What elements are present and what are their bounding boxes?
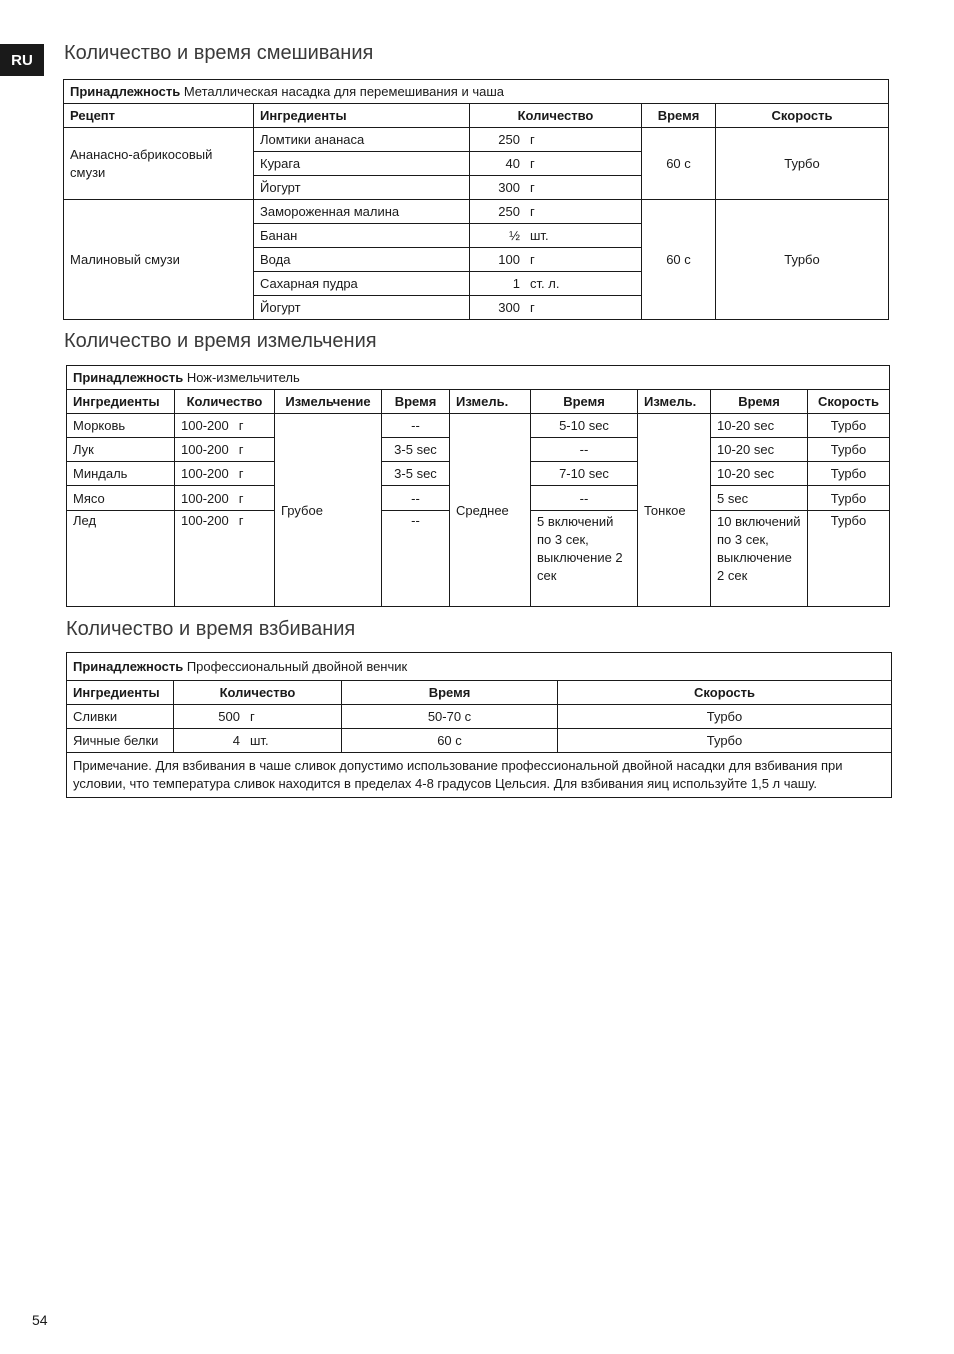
ingredient-cell: Лед [67,511,175,607]
medium-time-cell: 7-10 sec [531,462,638,486]
table-row [67,729,892,753]
speed-cell: Турбо [558,729,892,753]
chop-section-title: Количество и время измельчения [64,330,377,352]
quantity-cell [174,705,342,729]
coarse-time-cell: -- [382,486,450,511]
chop-accessory-label: Принадлежность [73,370,184,385]
chop-header-time: Время [711,390,808,414]
ingredient-cell: Банан [254,224,470,248]
quantity-cell [470,272,642,296]
quantity-unit: г [238,418,244,433]
fine-time-cell: 5 sec [711,486,808,511]
whip-header-time: Время [342,681,558,705]
mix-header-recipe: Рецепт [64,104,254,128]
whip-accessory-value: Профессиональный двойной венчик [186,659,408,674]
quantity-cell [470,296,642,320]
quantity-value: 4 [232,733,240,748]
whip-section-title: Количество и время взбивания [66,618,356,640]
speed-cell: Турбо [808,486,890,511]
page-number: 54 [32,1312,48,1328]
whip-header-quantity: Количество [174,681,342,705]
quantity-cell [470,176,642,200]
ingredient-cell: Вода [254,248,470,272]
coarse-time-cell: 3-5 sec [382,462,450,486]
mix-accessory [64,80,889,104]
quantity-cell [470,152,642,176]
quantity-unit: г [530,252,535,267]
quantity-value: 100-200 [181,513,229,528]
ingredient-cell: Сливки [67,705,174,729]
medium-time-cell: -- [531,486,638,511]
table-row [67,414,890,438]
quantity-unit: г [238,442,244,457]
recipe-name: Ананасно-абрикосовый смузи [64,128,254,200]
quantity-cell [175,486,275,511]
fine-time-cell: 10-20 sec [711,438,808,462]
speed-cell: Турбо [808,414,890,438]
time-cell: 60 с [642,128,716,200]
quantity-cell [175,511,275,607]
quantity-value: 100-200 [181,442,229,457]
whip-table [66,652,892,798]
ingredient-cell: Миндаль [67,462,175,486]
whip-accessory [67,653,892,681]
time-cell: 60 с [342,729,558,753]
speed-cell: Турбо [808,511,890,607]
medium-time-cell: 5 включений по 3 сек, выключение 2 сек [531,511,638,607]
quantity-cell [470,128,642,152]
chop-table [66,365,890,607]
coarse-time-cell: 3-5 sec [382,438,450,462]
mix-table [63,79,889,320]
quantity-unit: г [530,180,535,195]
medium-level-cell: Среднее [450,414,531,607]
fine-level-cell: Тонкое [638,414,711,607]
quantity-value: 40 [505,156,520,171]
quantity-value: 100-200 [181,418,229,433]
chop-accessory [67,366,890,390]
quantity-cell [174,729,342,753]
ingredient-cell: Йогурт [254,176,470,200]
chop-header-chop-level: Измель. [638,390,711,414]
mix-header-ingredients: Ингредиенты [254,104,470,128]
ingredient-cell: Морковь [67,414,175,438]
quantity-value: 1 [512,276,520,291]
recipe-name: Малиновый смузи [64,200,254,320]
speed-cell: Турбо [716,128,889,200]
quantity-cell [470,224,642,248]
medium-time-cell: 5-10 sec [531,414,638,438]
mix-accessory-value: Металлическая насадка для перемешивания и чаша [183,84,504,99]
whip-accessory-label: Принадлежность [73,659,184,674]
mix-header-speed: Скорость [716,104,889,128]
quantity-unit: шт. [530,228,549,243]
mix-section-title: Количество и время смешивания [64,42,374,64]
ingredient-cell: Курага [254,152,470,176]
table-row [64,200,889,224]
speed-cell: Турбо [808,438,890,462]
table-row [67,705,892,729]
table-row [64,128,889,152]
quantity-unit: г [238,513,244,528]
fine-time-cell: 10 включений по 3 сек, выключение 2 сек [711,511,808,607]
quantity-unit: г [530,300,535,315]
ingredient-cell: Мясо [67,486,175,511]
quantity-unit: г [530,204,535,219]
quantity-unit: г [250,709,255,724]
quantity-value: 250 [498,204,520,219]
chop-header-time: Время [382,390,450,414]
whip-note: Примечание. Для взбивания в чаше сливок допустимо использование профессиональной двойной насадки для взбивания при условии, что температура сливок находится в пределах 4-8 градусов Цельсия. Для взбивания яиц используйте 1,5 л чашу. [67,753,892,798]
mix-header-quantity: Количество [470,104,642,128]
time-cell: 60 с [642,200,716,320]
quantity-cell [175,438,275,462]
chop-accessory-value: Нож-измельчитель [186,370,300,385]
chop-header-time: Время [531,390,638,414]
fine-time-cell: 10-20 sec [711,414,808,438]
time-cell: 50-70 с [342,705,558,729]
ingredient-cell: Лук [67,438,175,462]
ingredient-cell: Ломтики ананаса [254,128,470,152]
ingredient-cell: Яичные белки [67,729,174,753]
quantity-value: 100-200 [181,490,229,506]
whip-header-ingredients: Ингредиенты [67,681,174,705]
ingredient-cell: Сахарная пудра [254,272,470,296]
ingredient-cell: Йогурт [254,296,470,320]
chop-header-ingredients: Ингредиенты [67,390,175,414]
quantity-value: 250 [498,132,520,147]
quantity-unit: г [530,132,535,147]
chop-header-chop-level: Измель. [450,390,531,414]
quantity-unit: г [238,490,244,506]
quantity-cell [470,248,642,272]
mix-header-time: Время [642,104,716,128]
quantity-value: 100-200 [181,466,229,481]
quantity-cell [175,414,275,438]
medium-time-cell: -- [531,438,638,462]
ingredient-cell: Замороженная малина [254,200,470,224]
quantity-unit: шт. [250,733,269,748]
chop-header-quantity: Количество [175,390,275,414]
coarse-time-cell: -- [382,414,450,438]
fine-time-cell: 10-20 sec [711,462,808,486]
chop-header-speed: Скорость [808,390,890,414]
whip-header-speed: Скорость [558,681,892,705]
speed-cell: Турбо [808,462,890,486]
quantity-unit: ст. л. [530,276,560,291]
coarse-level-cell: Грубое [275,414,382,607]
quantity-value: 100 [498,252,520,267]
chop-header-chop-level: Измельчение [275,390,382,414]
mix-accessory-label: Принадлежность [70,84,181,99]
quantity-value: 300 [498,300,520,315]
quantity-value: 300 [498,180,520,195]
speed-cell: Турбо [716,200,889,320]
quantity-cell [470,200,642,224]
quantity-value: ½ [509,228,520,243]
quantity-unit: г [530,156,535,171]
coarse-time-cell: -- [382,511,450,607]
language-tab: RU [0,44,44,76]
quantity-value: 500 [218,709,240,724]
quantity-cell [175,462,275,486]
quantity-unit: г [238,466,244,481]
speed-cell: Турбо [558,705,892,729]
